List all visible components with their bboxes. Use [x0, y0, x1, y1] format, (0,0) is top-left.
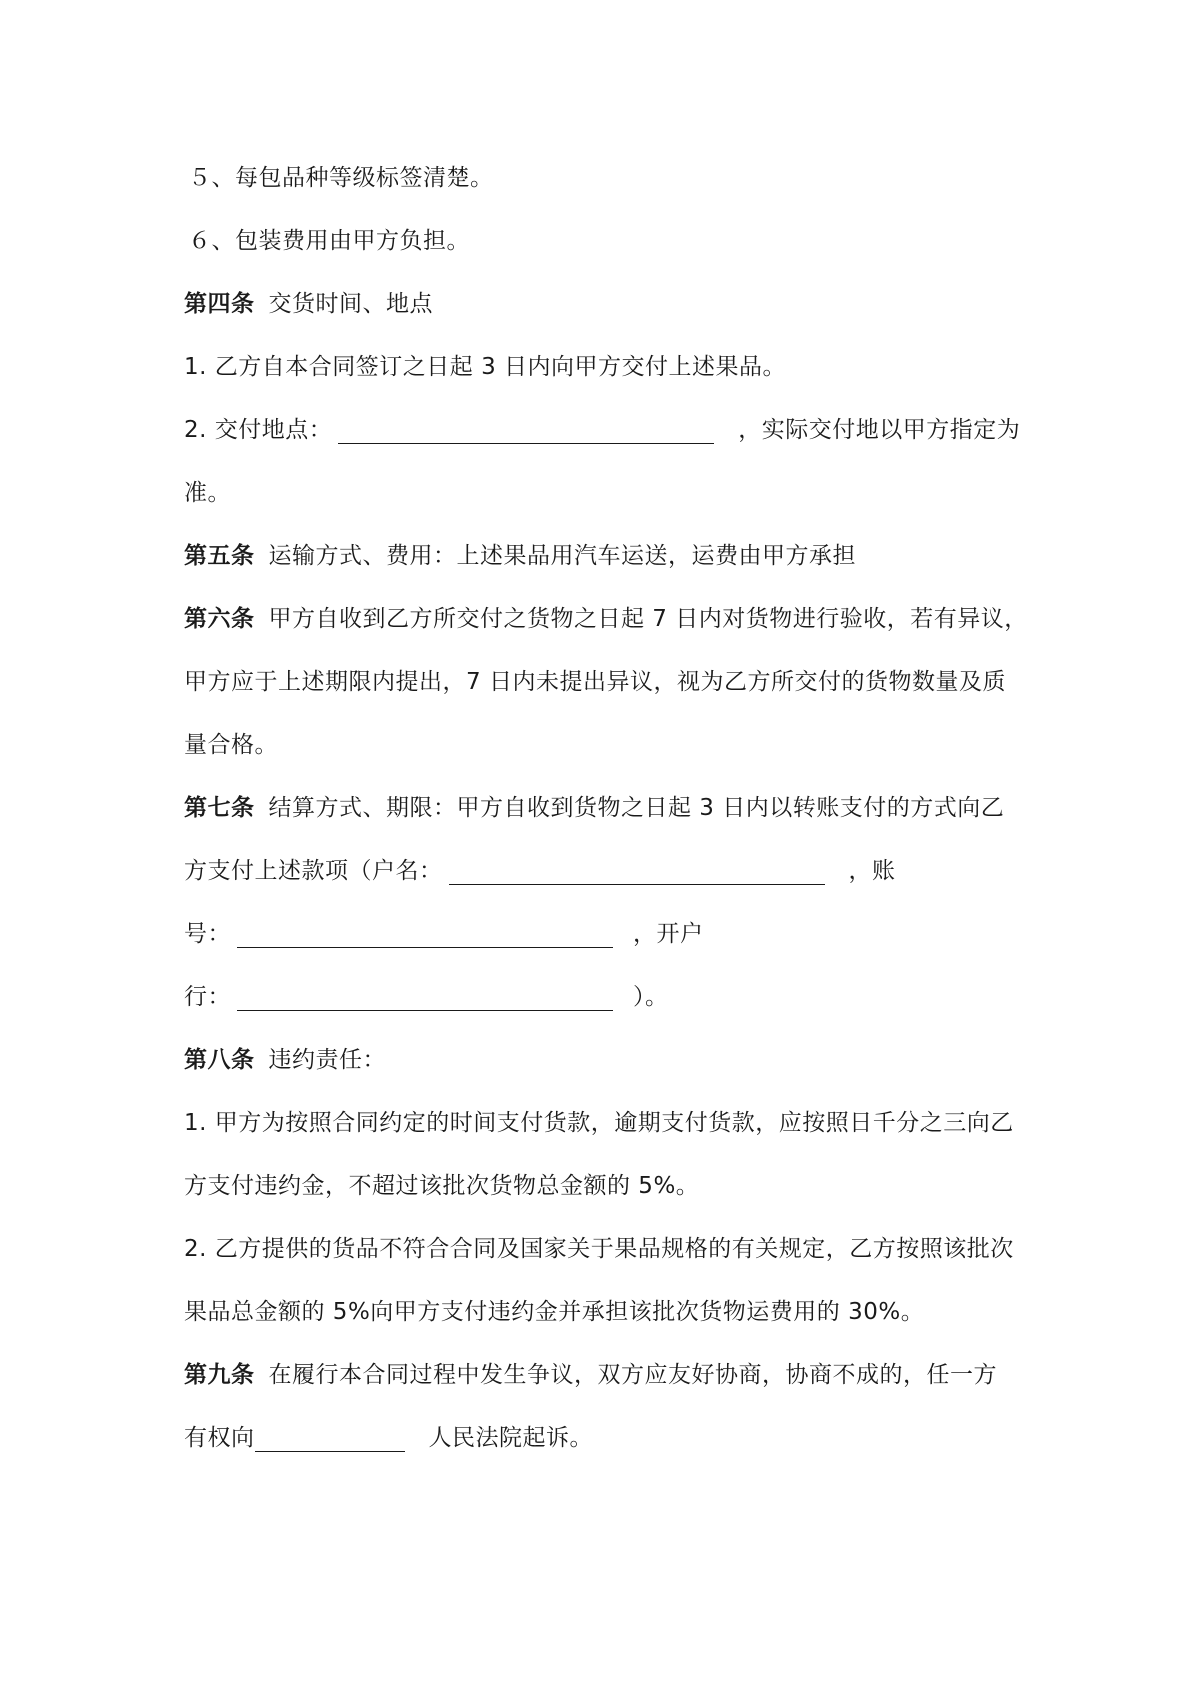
article-number: 第五条 — [184, 543, 255, 569]
article-text: 交货时间、地点 — [268, 291, 433, 317]
bank-name-blank[interactable] — [237, 980, 613, 1011]
court-name-blank[interactable] — [255, 1421, 405, 1452]
article-8-item-1-cont — [184, 1166, 699, 1206]
article-number: 第九条 — [184, 1362, 255, 1388]
clause-item-5 — [188, 158, 494, 198]
article-6 — [184, 599, 1028, 639]
clause-text: 2. 乙方提供的货品不符合合同及国家关于果品规格的有关规定，乙方按照该批次 — [184, 1236, 1014, 1262]
clause-text: ６、包装费用由甲方负担。 — [188, 228, 470, 254]
clause-text: ，账 — [848, 858, 896, 884]
article-7-bank — [184, 977, 669, 1017]
clause-text: ，实际交付地以甲方指定为 — [738, 417, 1021, 443]
clause-text: 有权向 — [184, 1425, 255, 1451]
article-text: 违约责任： — [268, 1047, 386, 1073]
account-number-blank[interactable] — [237, 917, 613, 948]
clause-text: ５、每包品种等级标签清楚。 — [188, 165, 494, 191]
article-7 — [184, 788, 1004, 828]
clause-text: 方支付违约金，不超过该批次货物总金额的 5%。 — [184, 1173, 700, 1199]
delivery-location-blank[interactable] — [338, 413, 714, 444]
article-8-heading — [184, 1040, 386, 1080]
clause-text: 方支付上述款项（户名： — [184, 858, 443, 884]
article-number: 第四条 — [184, 291, 255, 317]
article-6-cont-1 — [184, 662, 1006, 702]
article-text: 结算方式、期限：甲方自收到货物之日起 3 日内以转账支付的方式向乙 — [268, 795, 1005, 821]
clause-text: 1. 乙方自本合同签订之日起 3 日内向甲方交付上述果品。 — [184, 354, 787, 380]
article-7-account-number — [184, 914, 704, 954]
account-name-blank[interactable] — [449, 854, 825, 885]
article-number: 第七条 — [184, 795, 255, 821]
clause-text: ）。 — [633, 984, 669, 1010]
article-4-item-2 — [184, 410, 1020, 450]
article-9-cont — [184, 1418, 593, 1458]
clause-text: 2. 交付地点： — [184, 417, 333, 443]
article-9 — [184, 1355, 997, 1395]
article-text: 运输方式、费用：上述果品用汽车运送，运费由甲方承担 — [268, 543, 856, 569]
article-text: 在履行本合同过程中发生争议，双方应友好协商，协商不成的，任一方 — [268, 1362, 997, 1388]
article-8-item-2 — [184, 1229, 1014, 1269]
article-8-item-1 — [184, 1103, 1014, 1143]
article-4-item-1 — [184, 347, 786, 387]
clause-text: 号： — [184, 921, 231, 947]
clause-text: ，开户 — [633, 921, 704, 947]
article-number: 第六条 — [184, 606, 255, 632]
article-number: 第八条 — [184, 1047, 255, 1073]
clause-item-6 — [188, 221, 470, 261]
clause-text: 甲方应于上述期限内提出，7 日内未提出异议，视为乙方所交付的货物数量及质 — [184, 669, 1006, 695]
article-4-item-2-cont — [184, 473, 231, 513]
clause-text: 行： — [184, 984, 231, 1010]
article-8-item-2-cont — [184, 1292, 924, 1332]
article-5 — [184, 536, 856, 576]
clause-text: 量合格。 — [184, 732, 278, 758]
clause-text: 果品总金额的 5%向甲方支付违约金并承担该批次货物运费用的 30%。 — [184, 1299, 925, 1325]
article-4-heading — [184, 284, 433, 324]
article-7-account-name — [184, 851, 896, 891]
article-6-cont-2 — [184, 725, 278, 765]
article-text: 甲方自收到乙方所交付之货物之日起 7 日内对货物进行验收，若有异议， — [268, 606, 1028, 632]
clause-text: 人民法院起诉。 — [428, 1425, 593, 1451]
clause-text: 1. 甲方为按照合同约定的时间支付货款，逾期支付货款，应按照日千分之三向乙 — [184, 1110, 1014, 1136]
clause-text: 准。 — [184, 480, 231, 506]
